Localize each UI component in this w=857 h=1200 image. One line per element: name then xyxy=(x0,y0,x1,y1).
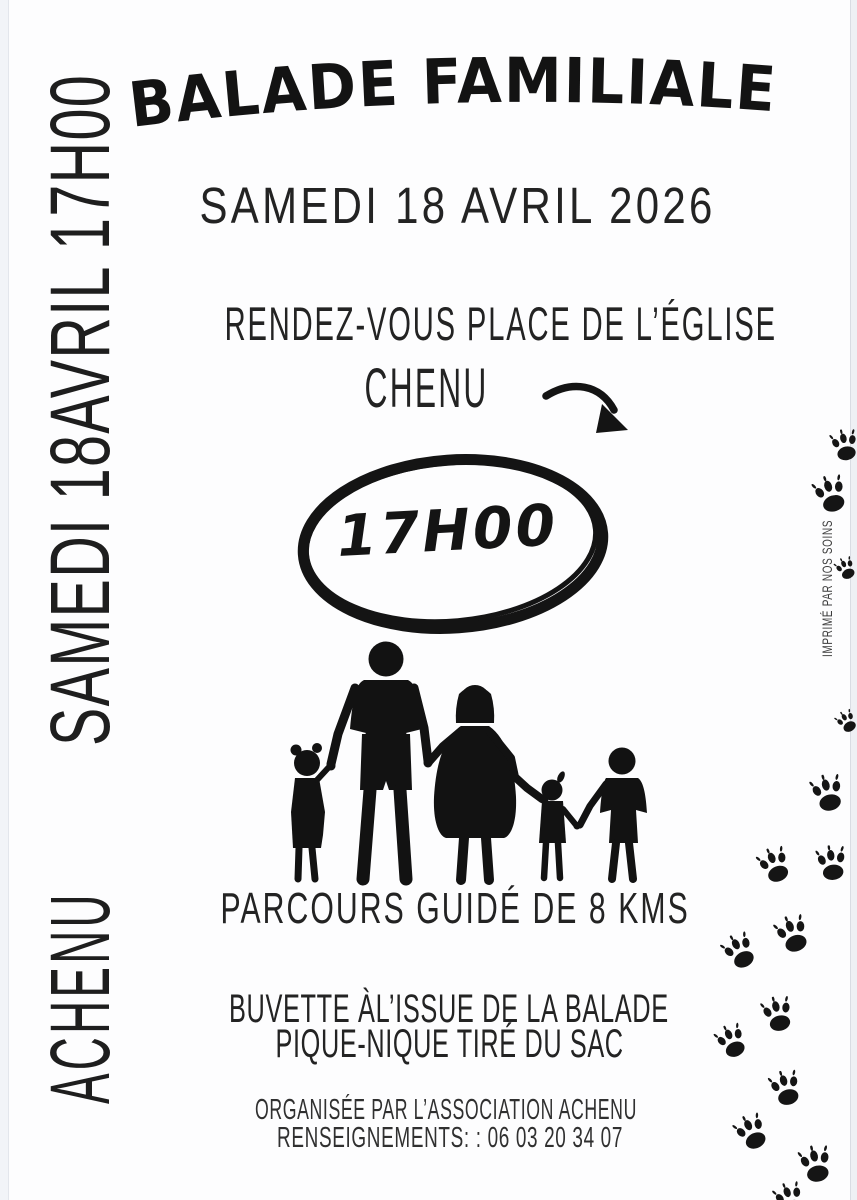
paw-print-icon xyxy=(804,770,852,818)
left-vertical-achenu-text: ACHENU xyxy=(33,891,127,1104)
organizer-text: ORGANISÉE PAR L’ASSOCIATION ACHENU xyxy=(255,1094,637,1126)
course-info-text: PARCOURS GUIDÉ DE 8 KMS xyxy=(220,884,690,933)
picnic-text: PIQUE-NIQUE TIRÉ DU SAC xyxy=(275,1022,625,1066)
paw-print-icon xyxy=(750,841,799,890)
event-date-text: SAMEDI 18 AVRIL 2026 xyxy=(199,177,717,234)
poster-title: BALADE FAMILIALE xyxy=(125,46,783,142)
printed-note-text: IMPRIMÉ PAR NOS SOINS xyxy=(819,519,835,657)
svg-text:BALADE FAMILIALE xyxy=(125,46,783,142)
page-edge-left xyxy=(0,0,9,1200)
course-info-line xyxy=(55,884,855,933)
family-silhouette-image xyxy=(265,636,660,888)
poster-title-arc xyxy=(122,46,794,156)
organizer-line xyxy=(46,1096,846,1125)
contact-text: RENSEIGNEMENTS: : 06 03 20 34 07 xyxy=(276,1122,624,1154)
left-vertical-date xyxy=(33,0,127,746)
silhouette-man xyxy=(331,642,433,880)
paw-print-icon xyxy=(811,843,854,886)
paw-print-icon xyxy=(825,426,857,466)
paw-print-icon xyxy=(806,470,856,520)
meeting-place-text: RENDEZ-VOUS PLACE DE L’ÉGLISE xyxy=(224,297,777,350)
location-line xyxy=(27,356,827,419)
silhouette-child xyxy=(539,770,581,878)
event-date-line xyxy=(58,177,857,234)
paw-print-icon xyxy=(714,926,765,977)
meeting-place-line xyxy=(55,297,855,350)
location-text: CHENU xyxy=(364,356,490,419)
left-vertical-date-text: SAMEDI 18AVRIL 17H00 xyxy=(33,73,127,746)
silhouette-boy xyxy=(580,748,647,880)
refreshment-text: BUVETTE ÀL’ISSUE DE LA BALADE xyxy=(229,987,669,1031)
circled-time: 17H00 xyxy=(335,492,560,570)
left-vertical-achenu xyxy=(33,713,127,1104)
silhouette-woman xyxy=(429,685,548,880)
